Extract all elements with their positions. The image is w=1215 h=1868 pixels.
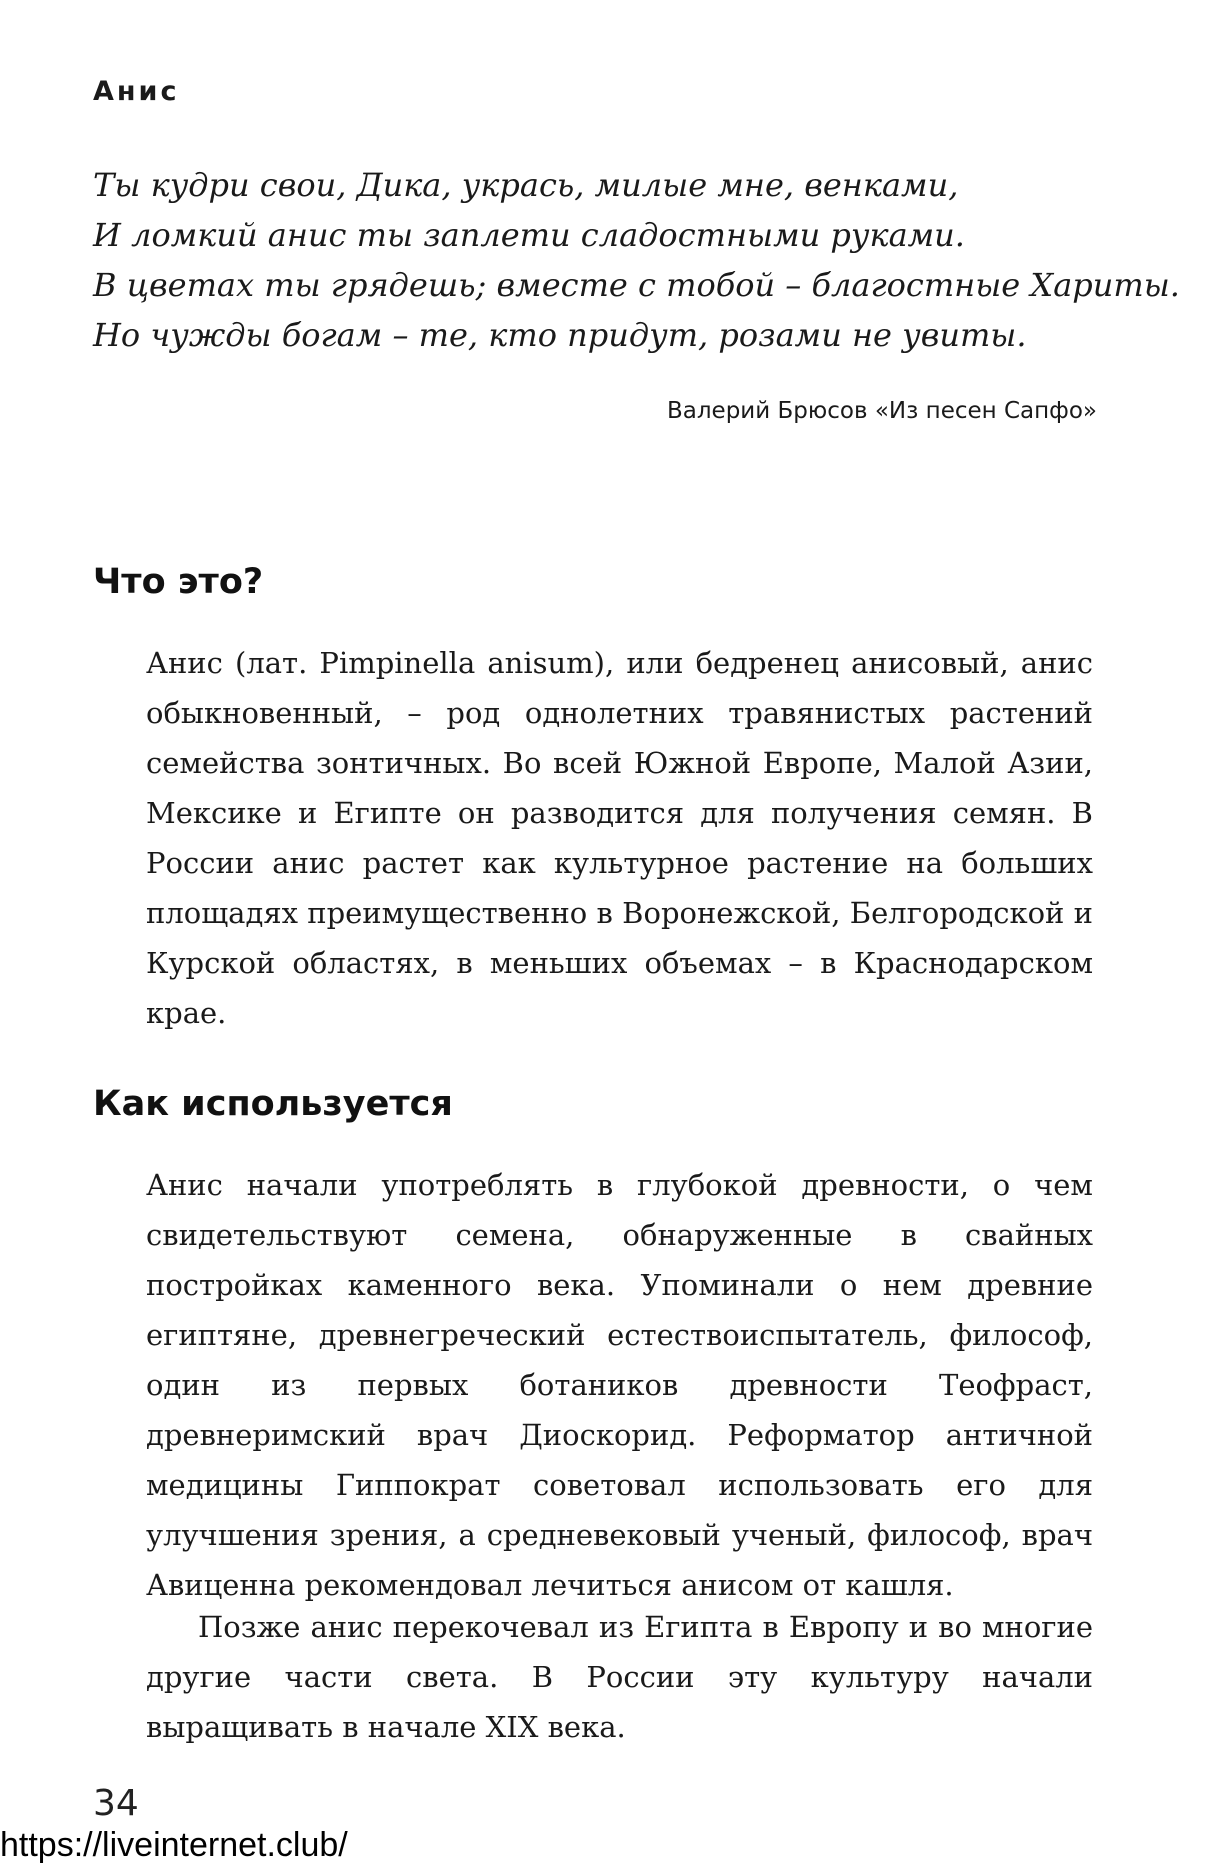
epigraph-attribution: Валерий Брюсов «Из песен Сапфо» xyxy=(666,398,1097,424)
section-heading-what-is-it: Что это? xyxy=(93,562,264,602)
paragraph-spread: Позже анис перекочевал из Египта в Европу и во многие другие части света. В России эту культуру начали выращивать в начале XIX века. xyxy=(146,1610,1093,1744)
poem-line: И ломкий анис ты заплети сладостными руками. xyxy=(93,216,965,254)
section-heading-usage: Как используется xyxy=(93,1084,453,1124)
running-head: Анис xyxy=(93,76,180,107)
epigraph-poem xyxy=(93,160,1180,360)
page-number: 34 xyxy=(93,1783,139,1824)
paragraph-history: Анис начали употреблять в глубокой древности, о чем свидетельствуют семена, обнаруженные в свайных постройках каменного века. Упоминали о нем древние египтяне, древнегреческий естествоиспытатель, философ, один из первых ботаников древности Теофраст, древнеримский врач Диоскорид. Реформатор античной медицины Гиппократ советовал использовать его для улучшения зрения, а средневековый ученый, философ, врач Авиценна рекомендовал лечиться анисом от кашля. xyxy=(146,1168,1093,1602)
poem-line: Но чужды богам – те, кто придут, розами не увиты. xyxy=(93,316,1027,354)
poem-line: В цветах ты грядешь; вместе с тобой – благостные Хариты. xyxy=(93,266,1180,304)
poem-line: Ты кудри свои, Дика, укрась, милые мне, венками, xyxy=(93,166,959,204)
paragraph-description: Анис (лат. Pimpinella anisum), или бедренец анисовый, анис обыкновенный, – род однолетних травянистых растений семейства зонтичных. Во всей Южной Европе, Малой Азии, Мексике и Египте он разводится для получения семян. В России анис растет как культурное растение на больших площадях преимущественно в Воронежской, Белгородской и Курской областях, в меньших объемах – в Краснодарском крае. xyxy=(146,646,1093,1030)
watermark-url: https://liveinternet.club/ xyxy=(0,1826,348,1864)
